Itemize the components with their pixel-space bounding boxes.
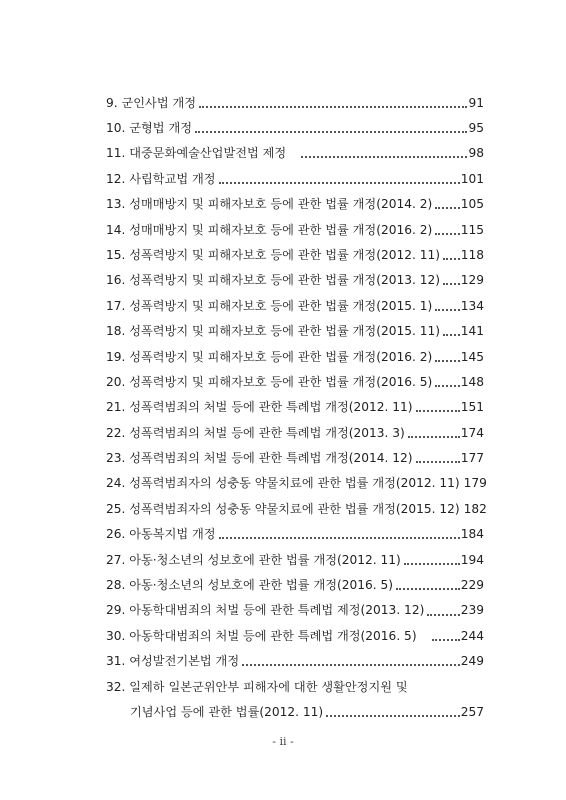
toc-entry[interactable] — [106, 293, 484, 318]
toc-entry[interactable] — [106, 369, 484, 394]
toc-entry[interactable] — [106, 623, 484, 648]
toc-entry[interactable] — [106, 166, 484, 191]
toc-leader-dots — [242, 654, 460, 666]
toc-entry[interactable] — [106, 649, 484, 674]
toc-page-number: 177 — [460, 451, 484, 466]
toc-entry[interactable] — [106, 496, 487, 521]
toc-leader-dots — [416, 451, 460, 463]
toc-entry-title: 25. 성폭력범죄자의 성충동 약물치료에 관한 법률 개정(2015. 12) — [106, 501, 460, 516]
toc-entry-title: 26. 아동복지법 개정 — [106, 527, 216, 542]
toc-entry-title: 10. 군형법 개정 — [106, 120, 192, 135]
toc-entry-title: 12. 사립학교법 개정 — [106, 171, 216, 186]
toc-entry[interactable] — [106, 268, 484, 293]
toc-entry[interactable] — [106, 242, 484, 267]
toc-entry[interactable] — [106, 674, 484, 699]
toc-entry-title: 31. 여성발전기본법 개정 — [106, 654, 240, 669]
toc-leader-dots — [219, 527, 460, 539]
toc-entry-title: 18. 성폭력방지 및 피해자보호 등에 관한 법률 개정(2015. 11) — [106, 324, 440, 339]
toc-leader-dots — [435, 299, 460, 311]
toc-leader-dots — [408, 426, 460, 438]
toc-leader-dots — [432, 629, 460, 641]
toc-page-number: 134 — [460, 298, 484, 313]
toc-page-number: 95 — [468, 120, 484, 135]
toc-entry-title: 11. 대중문화예술산업발전법 제정 — [106, 146, 287, 161]
toc-page-number: 141 — [460, 324, 484, 339]
toc-page-number: 101 — [460, 171, 484, 186]
toc-leader-dots — [195, 121, 467, 133]
toc-entry-title: 28. 아동·청소년의 성보호에 관한 법률 개정(2016. 5) — [106, 578, 394, 593]
toc-entry[interactable] — [106, 141, 484, 166]
toc-entry[interactable] — [106, 572, 484, 597]
toc-entry[interactable] — [106, 699, 484, 724]
toc-entry[interactable] — [106, 547, 484, 572]
toc-entry-title: 29. 아동학대범죄의 처벌 등에 관한 특례법 제정(2013. 12) — [106, 603, 425, 618]
toc-entry[interactable] — [106, 217, 484, 242]
toc-leader-dots — [427, 604, 459, 616]
toc-leader-dots — [301, 146, 467, 158]
toc-entry[interactable] — [106, 522, 484, 547]
toc-entry-title: 15. 성폭력방지 및 피해자보호 등에 관한 법률 개정(2012. 11) — [106, 247, 440, 262]
toc-page-number: 229 — [460, 578, 484, 593]
toc-page-number: 105 — [460, 197, 484, 212]
toc-page-number: 257 — [460, 704, 484, 719]
toc-leader-dots — [396, 578, 460, 590]
toc-page-number: 115 — [460, 222, 484, 237]
toc-page-number: 182 — [463, 501, 487, 516]
toc-entry-title: 16. 성폭력방지 및 피해자보호 등에 관한 법률 개정(2013. 12) — [106, 273, 440, 288]
toc-entry-title: 14. 성매매방지 및 피해자보호 등에 관한 법률 개정(2016. 2) — [106, 222, 433, 237]
toc-entry[interactable] — [106, 319, 484, 344]
toc-entry-title: 13. 성매매방지 및 피해자보호 등에 관한 법률 개정(2014. 2) — [106, 197, 433, 212]
toc-entry[interactable] — [106, 395, 484, 420]
toc-page-number: 129 — [460, 273, 484, 288]
toc-page-number: 98 — [468, 146, 484, 161]
toc-page-number: 239 — [460, 603, 484, 618]
toc-entry-title: 20. 성폭력방지 및 피해자보호 등에 관한 법률 개정(2016. 5) — [106, 374, 433, 389]
toc-leader-dots — [219, 172, 460, 184]
toc-leader-dots — [199, 96, 467, 108]
toc-entry-title: 23. 성폭력범죄의 처벌 등에 관한 특례법 개정(2014. 12) — [106, 451, 413, 466]
table-of-contents — [106, 90, 487, 725]
toc-entry-title: 19. 성폭력방지 및 피해자보호 등에 관한 법률 개정(2016. 2) — [106, 349, 433, 364]
toc-page-number: 91 — [468, 95, 484, 110]
toc-page-number: 151 — [460, 400, 484, 415]
toc-leader-dots — [443, 248, 460, 260]
toc-entry-title: 기념사업 등에 관한 법률(2012. 11) — [130, 704, 324, 719]
toc-leader-dots — [404, 553, 460, 565]
toc-leader-dots — [326, 705, 460, 717]
toc-page-number: 145 — [460, 349, 484, 364]
toc-leader-dots — [435, 375, 460, 387]
toc-leader-dots — [443, 324, 460, 336]
toc-page-number: 179 — [463, 476, 487, 491]
toc-leader-dots — [416, 400, 460, 412]
toc-page-number: 184 — [460, 527, 484, 542]
toc-entry[interactable] — [106, 192, 484, 217]
toc-entry-title: 27. 아동·청소년의 성보호에 관한 법률 개정(2012. 11) — [106, 552, 401, 567]
toc-entry[interactable] — [106, 420, 484, 445]
toc-leader-dots — [435, 223, 460, 235]
toc-page-number: 148 — [460, 374, 484, 389]
toc-entry-title: 22. 성폭력범죄의 처벌 등에 관한 특례법 개정(2013. 3) — [106, 425, 405, 440]
toc-page-number: 249 — [460, 654, 484, 669]
toc-entry-title: 24. 성폭력범죄자의 성충동 약물치료에 관한 법률 개정(2012. 11) — [106, 476, 460, 491]
toc-page-number: 118 — [460, 247, 484, 262]
toc-leader-dots — [435, 350, 460, 362]
toc-entry-title: 9. 군인사법 개정 — [106, 95, 197, 110]
toc-leader-dots — [435, 197, 460, 209]
toc-page-number: 244 — [460, 628, 484, 643]
toc-entry[interactable] — [106, 344, 484, 369]
toc-entry[interactable] — [106, 90, 484, 115]
toc-entry[interactable] — [106, 471, 487, 496]
page-number: - ii - — [272, 735, 294, 748]
toc-entry-title: 17. 성폭력방지 및 피해자보호 등에 관한 법률 개정(2015. 1) — [106, 298, 433, 313]
toc-page-number: 194 — [460, 552, 484, 567]
toc-page-number: 174 — [460, 425, 484, 440]
toc-entry[interactable] — [106, 445, 484, 470]
toc-entry-title: 32. 일제하 일본군위안부 피해자에 대한 생활안정지원 및 — [106, 679, 408, 694]
toc-entry[interactable] — [106, 115, 484, 140]
toc-entry-title: 21. 성폭력범죄의 처벌 등에 관한 특례법 개정(2012. 11) — [106, 400, 413, 415]
toc-entry[interactable] — [106, 598, 484, 623]
toc-leader-dots — [443, 273, 460, 285]
toc-entry-title: 30. 아동학대범죄의 처벌 등에 관한 특례법 개정(2016. 5) — [106, 628, 417, 643]
